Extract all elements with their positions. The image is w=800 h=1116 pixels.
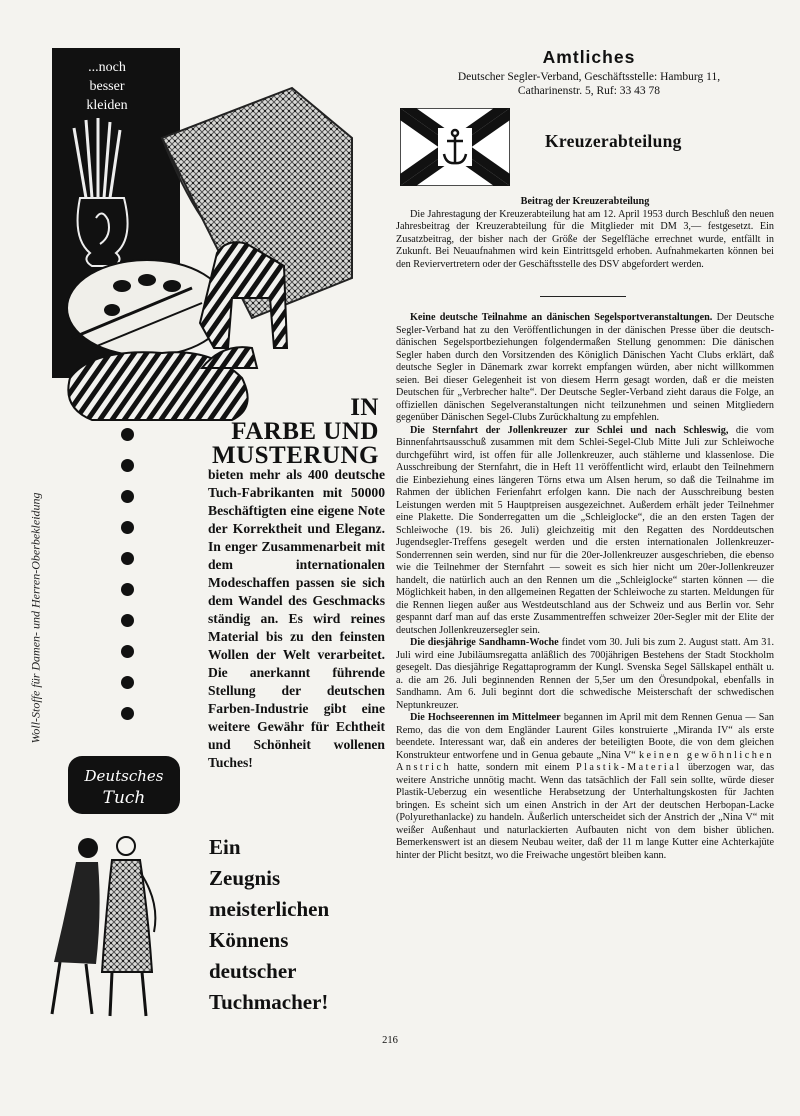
logo-line-2: Tuch <box>102 788 146 808</box>
article-emphasis: Plastik-Material <box>575 762 682 773</box>
headline-line: MUSTERUNG <box>211 442 379 469</box>
article-emphasis: keinen gewöhnlichen Anstrich <box>396 749 774 773</box>
article-text: hatte, sondern mit einem <box>457 762 570 773</box>
anchor-flag-icon <box>400 108 510 186</box>
bullet-column <box>121 428 141 738</box>
article-heading: Die diesjährige Sandhamn-Woche <box>410 637 559 648</box>
tagline-line: kleiden <box>86 98 128 113</box>
section-title: Amtliches <box>542 47 636 67</box>
bullet-dot <box>121 428 134 441</box>
article-text: Der Deutsche Segler-Verband hat zu den Veröffentlichungen in der dänischen Presse über die deutsch-dänischen Segelsportbeziehungen folgendermaßen Stellung genommen: Die dänischen Segler haben durch den Vorsitzenden des Königlich Dänischen Yacht Clubs erklärt, daß deutsche Segler in Dänemark zwar korrekt empfangen würden, aber nicht willkommen seien. Bei dieser Gelegenheit ist von diesem Herrn gesagt worden, daß er die meisten Deutschen für „Verbrecher halte“. Der Deutsche Segler-Verband zieht daraus die Folge, an offiziellen dänischen Segelveranstaltungen nicht teilzunehmen und seinen Mitgliedern gegenüber Dänischen Segel-Clubs Zurückhaltung zu empfehlen. <box>396 312 775 423</box>
ad-headline <box>212 396 379 468</box>
slogan-line: Könnens <box>209 928 289 952</box>
slogan-line: Zeugnis <box>209 866 281 890</box>
ad-tagline <box>52 58 162 115</box>
dsv-address <box>408 70 770 98</box>
division-title: Kreuzerabteilung <box>545 131 682 151</box>
bullet-dot <box>121 583 134 596</box>
article-heading: Die Hochseerennen im Mittelmeer <box>410 712 561 723</box>
logo-line-1: Deutsches <box>84 767 164 785</box>
bullet-dot <box>121 490 134 503</box>
article-heading: Die Sternfahrt der Jollenkreuzer zur Schlei und nach Schleswig, <box>410 424 729 436</box>
slogan-line: Tuchmacher! <box>209 990 329 1014</box>
article-heading: Beitrag der Kreuzerabteilung <box>520 196 650 207</box>
article-heading: Keine deutsche Teilnahme an dänischen Segelsportveranstaltungen. <box>410 312 713 323</box>
bullet-dot <box>121 459 134 472</box>
article-text: Die Jahrestagung der Kreuzerabteilung hat am 12. April 1953 durch Beschluß den neuen Jahresbeitrag der Kreuzerabteilung für die Mitglieder mit DM 3,— festgesetzt. Ein Zusatzbeitrag, der bisher nach der Größe der Segelfläche errechnet wurde, entfällt in Zukunft. Bei Neuaufnahmen wird kein Eintrittsgeld erhoben. Aufnahmekarten können bei den Reviervertretern oder der Geschäftsstelle des DSV abgefordert werden. <box>396 208 774 270</box>
ad-slogan <box>209 832 329 1018</box>
address-line: Catharinenstr. 5, Ruf: 33 43 78 <box>517 85 661 97</box>
slogan-line: deutscher <box>209 959 297 983</box>
article-sternfahrt <box>396 425 774 638</box>
vertical-caption-text: Woll-Stoffe für Damen- und Herren-Oberbekleidung <box>28 492 43 744</box>
slogan-line: Ein <box>209 835 241 859</box>
article-sandhamn <box>396 637 774 712</box>
fashion-couple-illustration <box>36 832 166 1022</box>
headline-line: FARBE UND <box>231 418 379 445</box>
divider-rule <box>540 296 626 297</box>
bullet-dot <box>121 521 134 534</box>
article-beitrag <box>396 196 774 271</box>
address-line: Deutscher Segler-Verband, Geschäftsstelle: Hamburg 11, <box>457 71 721 83</box>
article-daenemark <box>396 312 774 425</box>
tagline-line: ...noch <box>88 60 126 75</box>
bullet-dot <box>121 645 134 658</box>
article-group <box>396 312 774 862</box>
page-number: 216 <box>382 1035 398 1046</box>
bullet-dot <box>121 676 134 689</box>
article-text: überzogen war, das weitere Anstriche unnötig macht. Wenn das tatsächlich der Fall sein sollte, würde dieser Plastik-Ueberzug ein wesentliche Herabsetzung der Unterhaltungskosten für Jachten bringen. Es scheint sich um einen Anstrich in der Art der deutschen Herbopan-Lacke (Polyurethanlacke) zu handeln. Äußerlich unterscheidet sich der Anstrich der „Nina V“ mit weißer Außenhaut und naturlackierten Aufbauten nicht von dem bisher üblichen. Bemerkenswert ist an diesem Neubau weiter, daß der 11 m lange Kutter eine Achterkajüte hinter der Plicht besitzt, wo die Freiwache ungestört bleiben kann. <box>396 762 775 861</box>
vertical-caption <box>10 470 62 766</box>
headline-line: IN <box>350 394 379 421</box>
tagline-line: besser <box>89 79 125 94</box>
bullet-dot <box>121 614 134 627</box>
article-text: findet vom 30. Juli bis zum 2. August statt. Am 31. Juli wird eine Jubiläumsregatta anläßlich des 700jährigen Bestehens der Stadt Stockholm gesegelt. Das diesjährige Regattaprogramm der Kungl. Svenska Segel Sällskapel enthält u. a. die am 26. Juli beginnenden Rennen der 5,5er um den Öresundpokal, ebenfalls in Sandhamn. Am 6. Juli beginnt dort die schwedische Meisterschaft der schwedischen Neptunkreuzer. <box>396 637 775 711</box>
article-mittelmeer <box>396 712 774 862</box>
ad-body-text: bieten mehr als 400 deutsche Tuch-Fabrikanten mit 50000 Beschäftigten eine eigene Note der Korrektheit und Eleganz. In enger Zusammenarbeit mit dem internationalen Modeschaffen passen sie sich dem Wandel des Geschmacks ständig an. Es wird reines Material bis zu den feinsten Wollen der Welt verarbeitet. Die anerkannt führende Stellung der deutschen Farben-Industrie gibt eine weitere Gewähr für Echtheit und Schönheit wollenen Tuches! <box>208 467 385 770</box>
bullet-dot <box>121 707 134 720</box>
article-text: die vom Binnenfahrtsausschuß zusammen mit dem Schlei-Segel-Club Mitte Juli zur Schleiwoche durchgeführt wird, ist offen für alle Jollenkreuzer, auch stählerne und klassenlose. Die Ausschreibung der Sternfahrt, die in Heft 11 veröffentlicht wird, erlaubt den Teilnehmern die Einbeziehung eines längeren Törns etwa um Alsen herum, so daß die Teilnahme im Rahmen der üblichen Ferienfahrt erfolgen kann. Die nach der Ausschreibung besten Leistungen werden mit 5 Hauptpreisen ausgezeichnet. Außerdem erhält jeder Teilnehmer eine Plakette. Die Sonderregatten um die „Schleiglocke“, die an den ersten Tagen der Schleiwoche (19. bis 26. Juli) gleichzeitig mit den Regatten des Norddeutschen Jugendsegler-Treffens gesegelt werden und die ersten internationalen Jollenkreuzer-Sonderrennen sein werden, sind nur für die 20er-Jollenkreuzer ausgeschrieben, die ebenso wie die Teilnehmer der Sternfahrt — soweit es sich hier nicht um 20er-Jollenkreuzer handelt, die natürlich auch an den Rennen um die „Schleiglocke“ starten können — die Möglichkeit haben, in den allgemeinen Regatten der Schleiwoche zu starten. Meldungen für die Rennen liegen außer aus Westdeutschland aus der Schweiz und aus Berlin vor. Sehr gespannt darf man auf das erste Zusammentreffen schweizer 20er-Segler mit der Elite der deutschen Jollenkreuzersegler sein. <box>396 424 775 636</box>
article-text: begannen im April mit dem Rennen Genua — San Remo, das die von dem Engländer Laurent Giles konstruierte „Miranda IV“ als erste beendete. Interessant war, daß ein anderes der beteiligten Boote, die von dem gleichen Konstrukteur entworfene und in Genua gebaute „Nina V“ <box>396 712 775 761</box>
slogan-line: meisterlichen <box>209 897 330 921</box>
bullet-dot <box>121 552 134 565</box>
deutsches-tuch-logo <box>68 756 180 814</box>
